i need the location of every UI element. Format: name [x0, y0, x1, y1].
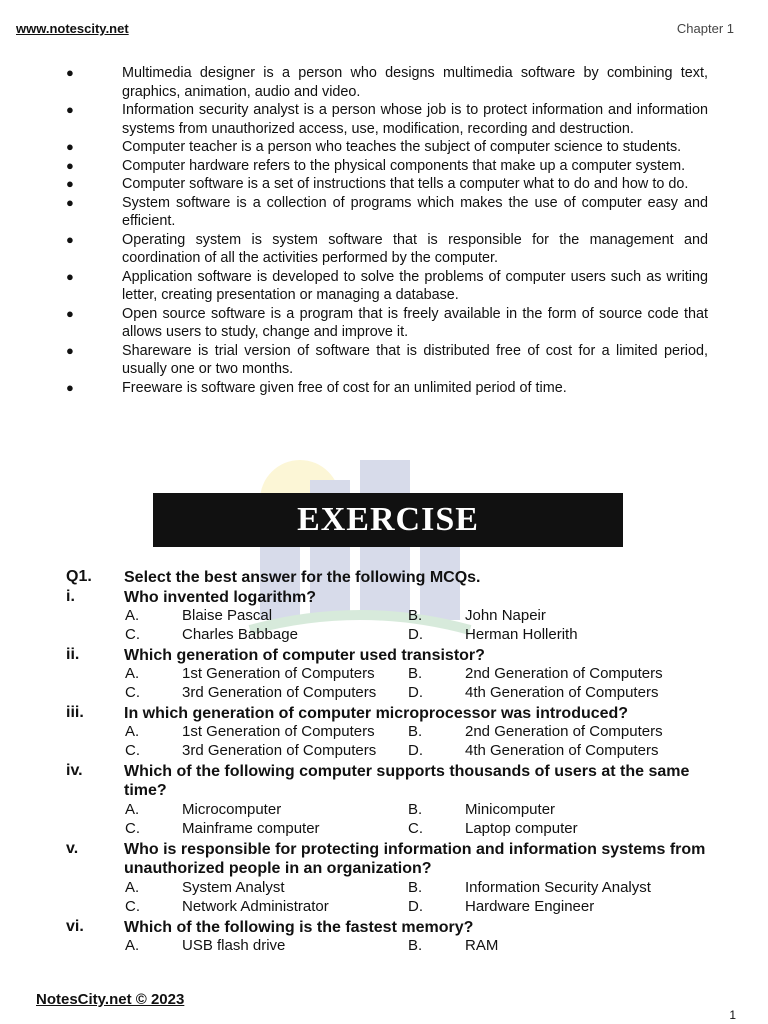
bullet-item: ● Application software is developed to solve the problems of computer users such as writing letter, creating presentation or managing a database. [66, 268, 708, 303]
bullet-dot-icon: ● [66, 176, 74, 191]
page-number: 1 [729, 1008, 736, 1022]
bullet-dot-icon: ● [66, 157, 74, 173]
bullet-item: ● Computer hardware refers to the physical components that make up a computer system. [66, 157, 686, 174]
summary-bullet-list [64, 64, 708, 397]
bullet-item: ● Computer software is a set of instructions that tells a computer what to do and how to do. [66, 176, 689, 192]
bullet-item: ● Freeware is software given free of cost for an unlimited period of time. [66, 379, 567, 396]
bullet-dot-icon: ● [66, 65, 74, 80]
bullet-dot-icon: ● [66, 342, 74, 358]
question-text: Who is responsible for protecting information and information systems from unauthorized people in an organization? [124, 841, 706, 877]
bullet-item: ● Operating system is system software that is responsible for the management and coordination of all the activities performed by the computer. [66, 231, 708, 266]
bullet-dot-icon: ● [66, 231, 74, 247]
exercise-banner: EXERCISE [153, 493, 623, 547]
question-text: Who invented logarithm? [124, 589, 316, 606]
question-text: In which generation of computer microprocessor was introduced? [124, 705, 629, 722]
question-text: Which of the following is the fastest memory? [124, 919, 474, 936]
chapter-label: Chapter 1 [676, 21, 734, 36]
question-number: iv. [66, 762, 83, 779]
question-text: Which of the following computer supports thousands of users at the same time? [124, 763, 690, 799]
site-header: www.notescity.net [16, 21, 129, 36]
question-number: i. [66, 588, 75, 605]
bullet-dot-icon: ● [66, 379, 74, 395]
footer-copyright: NotesCity.net © 2023 [36, 991, 185, 1008]
question-number: vi. [66, 918, 84, 935]
question-number: iii. [66, 704, 84, 721]
question-number: v. [66, 840, 79, 857]
bullet-item: ● System software is a collection of programs which makes the use of computer easy and efficient. [66, 194, 708, 229]
question-number: ii. [66, 646, 80, 663]
bullet-item: ● Shareware is trial version of software that is distributed free of cost for a limited period, usually one or two months. [66, 342, 708, 377]
bullet-dot-icon: ● [66, 139, 74, 154]
bullet-dot-icon: ● [66, 305, 74, 321]
bullet-dot-icon: ● [66, 102, 74, 117]
bullet-item: ● Open source software is a program that is freely available in the form of source code that allows users to study, change and improve it. [66, 305, 708, 340]
bullet-item: ● Computer teacher is a person who teaches the subject of computer science to students. [66, 139, 682, 155]
bullet-item: ● Information security analyst is a person whose job is to protect information and information systems from unauthorized access, use, modification, recording and destruction. [66, 102, 708, 137]
question-text: Which generation of computer used transistor? [124, 647, 485, 664]
bullet-item: ● Multimedia designer is a person who designs multimedia software by combining text, graphics, animation, audio and video. [66, 65, 708, 100]
bullet-dot-icon: ● [66, 268, 74, 284]
bullet-dot-icon: ● [66, 194, 74, 210]
